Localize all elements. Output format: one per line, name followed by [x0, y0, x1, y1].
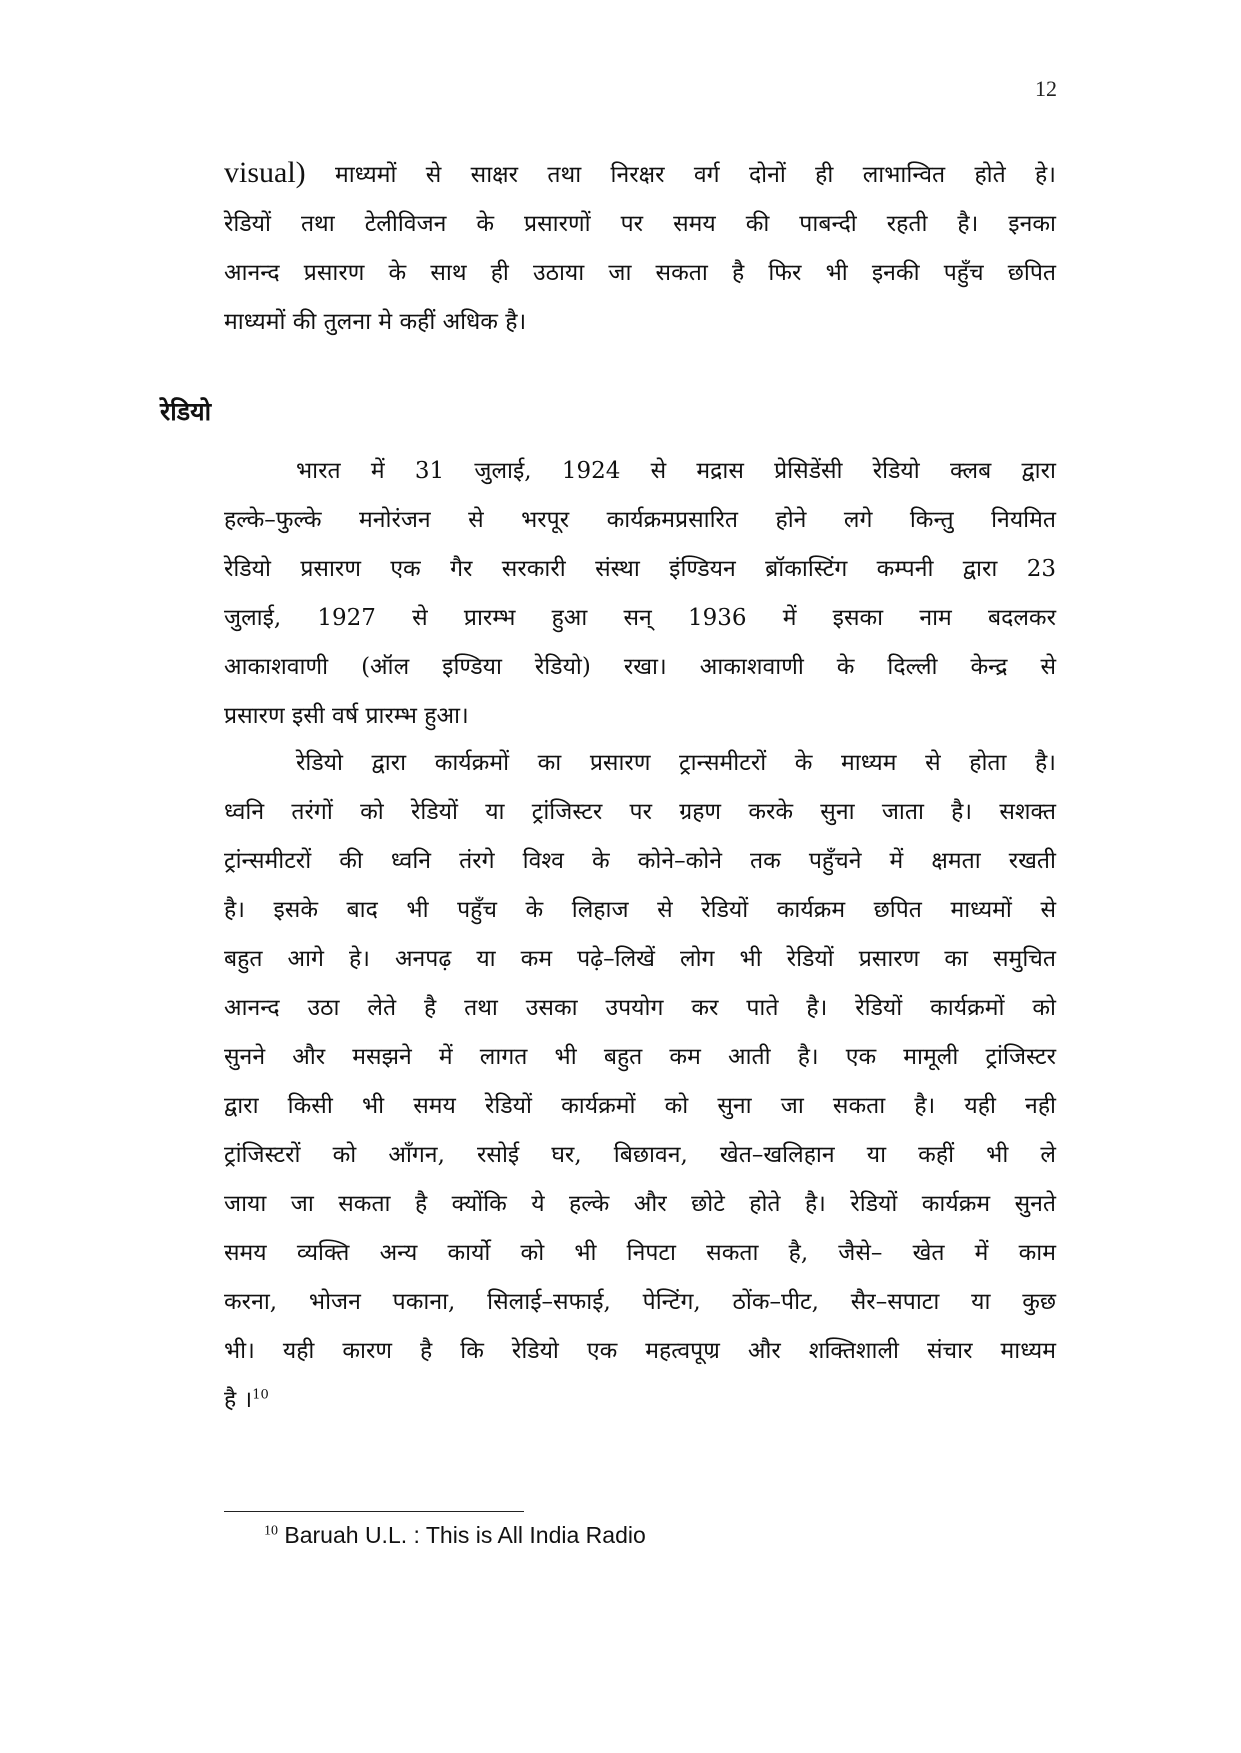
paragraph-line: ट्रांन्समीटरों की ध्वनि तंरगे विश्व के कोने–कोने तक पहुँचने में क्षमता रखती	[224, 848, 1056, 874]
paragraph-line: आनन्द प्रसारण के साथ ही उठाया जा सकता है फिर भी इनकी पहुँच छपित	[224, 260, 1056, 286]
paragraph-line: है। इसके बाद भी पहुँच के लिहाज से रेडियों कार्यक्रम छपित माध्यमों से	[224, 897, 1056, 923]
paragraph-line: रेडियों तथा टेलीविजन के प्रसारणों पर समय की पाबन्दी रहती है। इनका	[224, 211, 1056, 237]
paragraph-line: हल्के–फुल्के मनोरंजन से भरपूर कार्यक्रमप्रसारित होने लगे किन्तु नियमित	[224, 507, 1056, 533]
footnote-text: Baruah U.L. : This is All India Radio	[278, 1522, 646, 1548]
paragraph-line: आकाशवाणी (ऑल इण्डिया रेडियो) रखा। आकाशवाणी के दिल्ली केन्द्र से	[224, 654, 1056, 680]
page-number: 12	[1035, 76, 1057, 101]
paragraph-line: जुलाई, 1927 से प्रारम्भ हुआ सन् 1936 में इसका नाम बदलकर	[224, 605, 1056, 631]
paragraph-line: रेडियो द्वारा कार्यक्रमों का प्रसारण ट्रान्समीटरों के माध्यम से होता है।	[296, 750, 1056, 776]
paragraph-line: visual) माध्यमों से साक्षर तथा निरक्षर वर्ग दोनों ही लाभान्वित होते हे।	[224, 156, 1056, 189]
lead-word: visual)	[224, 156, 306, 189]
paragraph-line: सुनने और मसझने में लागत भी बहुत कम आती है। एक मामूली ट्रांजिस्टर	[224, 1044, 1056, 1070]
paragraph-line: बहुत आगे हे। अनपढ़ या कम पढ़े–लिखें लोग भी रेडियों प्रसारण का समुचित	[224, 946, 1056, 972]
section-heading: रेडियो	[160, 397, 212, 426]
paragraph-history	[224, 447, 1056, 741]
paragraph-line: करना, भोजन पकाना, सिलाई–सफाई, पेन्टिंग, ठोंक–पीट, सैर–सपाटा या कुछ	[224, 1289, 1056, 1315]
paragraph-line: ध्वनि तरंगों को रेडियों या ट्रांजिस्टर पर ग्रहण करके सुना जाता है। सशक्त	[224, 799, 1056, 825]
paragraph-line: आनन्द उठा लेते है तथा उसका उपयोग कर पाते है। रेडियों कार्यक्रमों को	[224, 995, 1056, 1021]
paragraph-line: ट्रांजिस्टरों को ऑंगन, रसोई घर, बिछावन, खेत–खलिहान या कहीं भी ले	[224, 1142, 1056, 1168]
paragraph-line: द्वारा किसी भी समय रेडियों कार्यक्रमों को सुना जा सकता है। यही नही	[224, 1093, 1056, 1119]
paragraph-intro	[224, 148, 1056, 347]
paragraph-line: समय व्यक्ति अन्य कार्यो को भी निपटा सकता है, जैसे– खेत में काम	[224, 1240, 1056, 1266]
footnote-mark: 10	[264, 1523, 278, 1539]
footnote	[264, 1522, 646, 1549]
paragraph-line: जाया जा सकता है क्योंकि ये हल्के और छोटे होते है। रेडियों कार्यक्रम सुनते	[224, 1191, 1056, 1217]
paragraph-line: रेडियो प्रसारण एक गैर सरकारी संस्था इंण्डियन ब्रॉकास्टिंग कम्पनी द्वारा 23	[224, 556, 1056, 582]
paragraph-line: भारत में 31 जुलाई, 1924 से मद्रास प्रेसिडेंसी रेडियो क्लब द्वारा	[296, 458, 1056, 484]
paragraph-line: है ।$^{10}$	[224, 1387, 269, 1413]
paragraph-line: भी। यही कारण है कि रेडियो एक महत्वपूण्र और शक्तिशाली संचार माध्यम	[224, 1338, 1056, 1364]
paragraph-line: माध्यमों की तुलना मे कहीं अधिक है।	[224, 309, 527, 335]
footnote-divider	[224, 1511, 524, 1512]
paragraph-line: प्रसारण इसी वर्ष प्रारम्भ हुआ।	[224, 703, 469, 729]
footnote-reference[interactable]: 10	[252, 1387, 269, 1403]
paragraph-transmission	[224, 739, 1056, 1425]
